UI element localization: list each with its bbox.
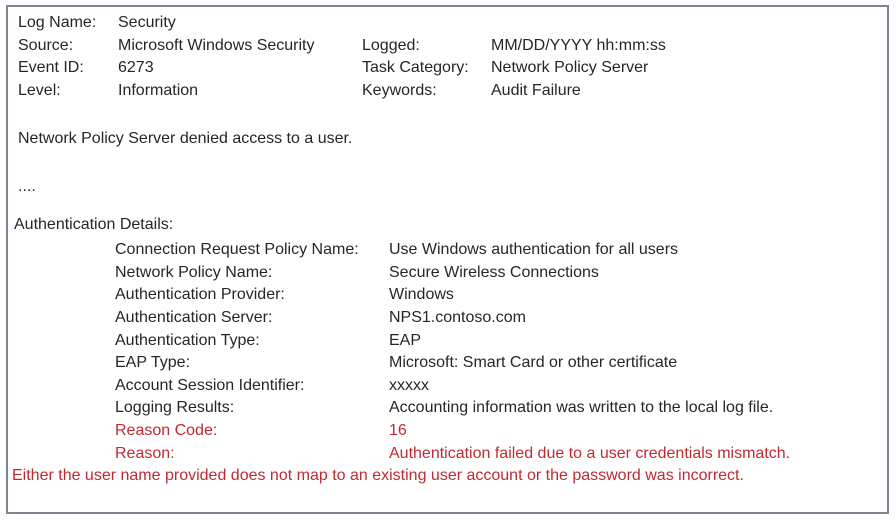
event-id-label: Event ID:	[18, 59, 84, 77]
logged-label: Logged:	[362, 36, 420, 54]
detail-label: Connection Request Policy Name:	[115, 241, 359, 259]
detail-value: Use Windows authentication for all users	[389, 241, 679, 259]
header-spacer-label	[362, 12, 491, 35]
omitted-content-ellipsis: ....	[18, 177, 36, 195]
authentication-details-title: Authentication Details:	[14, 215, 174, 233]
event-description: Network Policy Server denied access to a user.	[18, 130, 353, 148]
header-row-log-name	[8, 12, 887, 35]
authentication-details-list	[8, 239, 887, 465]
detail-label: Reason:	[115, 444, 175, 462]
detail-label: Reason Code:	[115, 421, 218, 439]
detail-row-network-policy-name	[115, 262, 887, 285]
detail-value: 16	[389, 421, 407, 439]
detail-label: Network Policy Name:	[115, 263, 273, 281]
detail-value: xxxxx	[389, 376, 429, 394]
detail-row-eap-type	[115, 352, 887, 375]
keywords-value: Audit Failure	[491, 81, 581, 99]
detail-row-account-session-identifier	[115, 375, 887, 398]
detail-row-authentication-server	[115, 307, 887, 330]
detail-value: Secure Wireless Connections	[389, 263, 599, 281]
reason-explanation-note: Either the user name provided does not map to an existing user account or the password was incorrect.	[12, 467, 744, 485]
event-log-panel	[6, 5, 889, 514]
detail-row-reason-code	[115, 420, 887, 443]
detail-row-connection-request-policy	[115, 239, 887, 262]
log-name-value: Security	[118, 14, 176, 31]
detail-row-authentication-type	[115, 330, 887, 353]
logged-value: MM/DD/YYYY hh:mm:ss	[491, 36, 666, 54]
detail-row-logging-results	[115, 397, 887, 420]
level-value: Information	[118, 81, 199, 99]
task-category-value: Network Policy Server	[491, 59, 649, 77]
detail-row-reason	[115, 443, 887, 466]
detail-label: Authentication Provider:	[115, 286, 285, 304]
event-header	[8, 7, 887, 102]
detail-value: Authentication failed due to a user credentials mismatch.	[389, 444, 791, 462]
header-row-level	[8, 80, 887, 103]
detail-label: Logging Results:	[115, 399, 235, 417]
detail-value: Microsoft: Smart Card or other certificate	[389, 354, 678, 372]
source-label: Source:	[18, 36, 74, 54]
detail-value: EAP	[389, 331, 422, 349]
task-category-label: Task Category:	[362, 59, 469, 77]
keywords-label: Keywords:	[362, 81, 437, 99]
detail-label: Authentication Server:	[115, 308, 273, 326]
event-id-value: 6273	[118, 59, 154, 77]
detail-label: Authentication Type:	[115, 331, 260, 349]
detail-value: Windows	[389, 286, 454, 304]
detail-value: NPS1.contoso.com	[389, 308, 526, 326]
detail-label: EAP Type:	[115, 354, 191, 372]
header-row-source	[8, 35, 887, 58]
log-name-label: Log Name:	[18, 14, 97, 31]
detail-value: Accounting information was written to the local log file.	[389, 399, 774, 417]
source-value: Microsoft Windows Security	[118, 36, 315, 54]
level-label: Level:	[18, 81, 61, 99]
header-spacer-value	[491, 12, 887, 35]
detail-row-authentication-provider	[115, 284, 887, 307]
header-row-event-id	[8, 57, 887, 80]
detail-label: Account Session Identifier:	[115, 376, 305, 394]
